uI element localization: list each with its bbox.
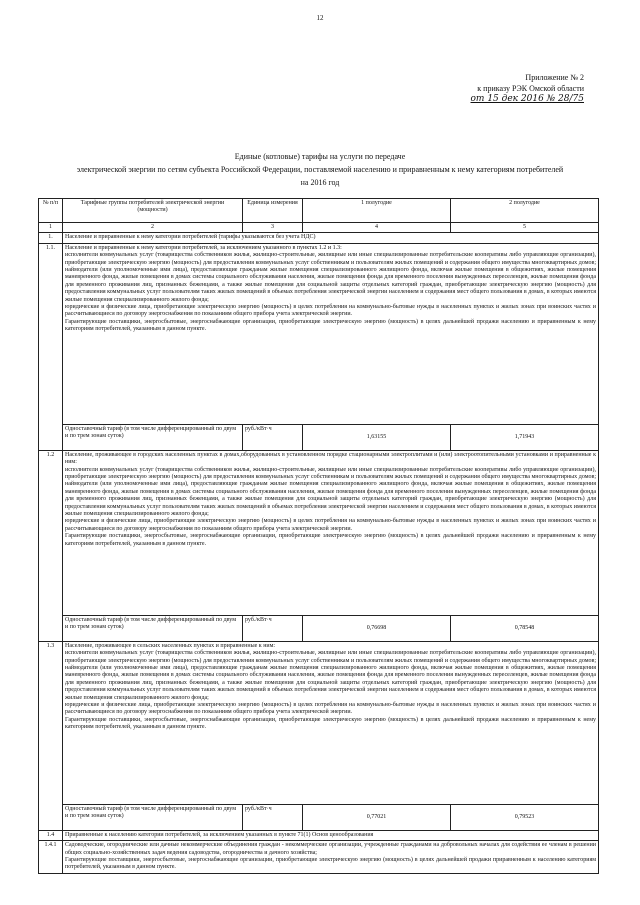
tariff-label: Одноставочный тариф (в том числе дифференцированный по двум и по трем зонам суток) [63, 804, 243, 830]
header-groups: Тарифные группы потребителей электрической энергии (мощности) [63, 199, 243, 223]
row-1-1 [39, 243, 599, 424]
header-row [39, 199, 599, 223]
row-description [63, 641, 599, 804]
header-unit: Единица измерения [243, 199, 303, 223]
tariff-table [38, 198, 599, 874]
tariff-unit: руб./кВт·ч [243, 804, 303, 830]
appendix-block [471, 72, 584, 105]
row-num: 1.4.1 [39, 841, 63, 874]
paragraph: исполнители коммунальных услуг (товарищества собственников жилья, жилищно-строительные, жилищные или иные специализированные потребительские кооперативы либо управляющие организации), приобретающие электрическую энергию (мощность) для предоставления коммунальных услуг собственникам и пользователям жилых помещений и содержания общего имущества многоквартирных домов; наймодатели (или уполномоченные ими лица), предоставляющие гражданам жилые помещения специализированного жилищного фонда, включая жилые помещения в общежитиях, жилые помещения маневренного фонда, жилые помещения в домах системы социального обслуживания населения, жилые помещения фонда для временного поселения вынужденных переселенцев, жилые помещения фонда для временного проживания лиц, признанных беженцами, а также жилые помещения для социальной защиты отдельных категорий граждан, приобретающие электрическую энергию (мощность) для предоставления коммунальных услуг пользователям таких жилых помещений в объемах потребления электрической энергии населением и содержания мест общего пользования в домах, в которых имеются жилые помещения специализированного жилого фонда; [65, 650, 596, 701]
row-num: 1.2 [39, 450, 63, 641]
index-cell: 3 [243, 223, 303, 233]
paragraph: Гарантирующие поставщики, энергосбытовые, энергоснабжающие организации, приобретающие электрическую энергию (мощность) в целях дальнейшей продажи населению и приравненным к нему категориям потребителей, указанным в данном пункте. [65, 716, 596, 731]
tariff-value-half-1: 1,63155 [303, 424, 451, 450]
tariff-unit: руб./кВт·ч [243, 424, 303, 450]
row-1-3 [39, 641, 599, 804]
document-title [24, 150, 616, 189]
tariff-row [39, 424, 599, 450]
row-description [63, 243, 599, 424]
appendix-date-handwritten: от 15 дек 2016 № 28/75 [470, 94, 584, 104]
paragraph: Население и приравненные к нему категории потребителей, за исключением указанного в пунктах 1.2 и 1.3: [65, 244, 342, 251]
row-num: 1.4 [39, 830, 63, 840]
title-line-3: на 2016 год [300, 178, 340, 187]
paragraph: Население, проживающее в городских населенных пунктах в домах,оборудованных в установленном порядке стационарными электроплитами и (или) электроотопительными установками и приравненные к ним: [65, 451, 596, 466]
row-num: 1.3 [39, 641, 63, 830]
row-1 [39, 233, 599, 243]
tariff-value-half-1: 0,77021 [303, 804, 451, 830]
tariff-unit: руб./кВт·ч [243, 615, 303, 641]
index-cell: 1 [39, 223, 63, 233]
row-description [63, 450, 599, 615]
row-text: Население и приравненные к нему категории потребителей (тарифы указываются без учета НДС) [63, 233, 599, 243]
header-half-2: 2 полугодие [451, 199, 599, 223]
appendix-line-2: к приказу РЭК Омской области [477, 84, 584, 93]
row-1-4 [39, 830, 599, 840]
row-text: Приравненные к населению категории потребителей, за исключением указанных в пункте 71(1) Основ ценообразования [63, 830, 599, 840]
tariff-row [39, 804, 599, 830]
row-1-4-1 [39, 841, 599, 874]
tariff-label: Одноставочный тариф (в том числе дифференцированный по двум и по трем зонам суток) [63, 615, 243, 641]
paragraph: Население, проживающее в сельских населенных пунктах и приравненные к ним: [65, 642, 276, 649]
paragraph: юридические и физические лица, приобретающие электрическую энергию (мощность) в целях потребления на коммунально-бытовые нужды в населенных пунктах и жилых зонах при воинских частях и рассчитывающиеся по договору энергоснабжения по показаниям общего прибора учета электрической энергии. [65, 518, 596, 532]
tariff-value-half-2: 0,79523 [451, 804, 599, 830]
paragraph: исполнители коммунальных услуг (товарищества собственников жилья, жилищно-строительные, жилищные или иные специализированные потребительские кооперативы либо управляющие организации), приобретающие электрическую энергию (мощность) для предоставления коммунальных услуг собственникам и пользователям жилых помещений и содержания общего имущества многоквартирных домов; наймодатели (или уполномоченные ими лица), предоставляющие гражданам жилые помещения специализированного жилищного фонда, включая жилые помещения в общежитиях, жилые помещения маневренного фонда, жилые помещения в домах системы социального обслуживания населения, жилые помещения фонда для временного поселения вынужденных переселенцев, жилые помещения фонда для временного проживания лиц, признанных беженцами, а также жилые помещения для социальной защиты отдельных категорий граждан, приобретающие электрическую энергию (мощность) для предоставления коммунальных услуг пользователям таких жилых помещений в объемах потребления электрической энергии населением и содержания мест общего пользования в домах, в которых имеются жилые помещения специализированного жилого фонда; [65, 252, 596, 303]
index-cell: 2 [63, 223, 243, 233]
index-cell: 5 [451, 223, 599, 233]
paragraph: Садоводческие, огороднические или дачные некоммерческие объединения граждан - некоммерческие организации, учрежденные гражданами на добровольных началах для содействия ее членам в решении общих социально-хозяйственных задач ведения садоводства, огородничества и дачного хозяйства; [65, 842, 596, 856]
row-description [63, 841, 599, 874]
tariff-label: Одноставочный тариф (в том числе дифференцированный по двум и по трем зонам суток) [63, 424, 243, 450]
paragraph: исполнители коммунальных услуг (товарищества собственников жилья, жилищно-строительные, жилищные или иные специализированные потребительские кооперативы либо управляющие организации), приобретающие электрическую энергию (мощность) для предоставления коммунальных услуг собственникам и пользователям жилых помещений и содержания общего имущества многоквартирных домов; наймодатели (или уполномоченные ими лица), предоставляющие гражданам жилые помещения специализированного жилищного фонда, включая жилые помещения в общежитиях, жилые помещения маневренного фонда, жилые помещения в домах системы социального обслуживания населения, жилые помещения фонда для временного поселения вынужденных переселенцев, жилые помещения фонда для временного проживания лиц, признанных беженцами, а также жилые помещения для социальной защиты отдельных категорий граждан, приобретающие электрическую энергию (мощность) для предоставления коммунальных услуг пользователям таких жилых помещений в объемах потребления электрической энергии населением и содержания мест общего пользования в домах, в которых имеются жилые помещения специализированного жилого фонда; [65, 466, 596, 518]
paragraph: юридические и физические лица, приобретающие электрическую энергию (мощность) в целях потребления на коммунально-бытовые нужды в населенных пунктах и жилых зонах при воинских частях и рассчитывающиеся по договору энергоснабжения по показаниям общего прибора учета электрической энергии. [65, 304, 596, 318]
row-1-2 [39, 450, 599, 615]
appendix-line-1: Приложение № 2 [525, 73, 584, 82]
paragraph: юридические и физические лица, приобретающие электрическую энергию (мощность) в целях потребления на коммунально-бытовые нужды в населенных пунктах и жилых зонах при воинских частях и рассчитывающиеся по договору энергоснабжения по показаниям общего прибора учета электрической энергии. [65, 702, 596, 716]
tariff-value-half-2: 1,71943 [451, 424, 599, 450]
tariff-row [39, 615, 599, 641]
index-cell: 4 [303, 223, 451, 233]
row-num: 1. [39, 233, 63, 243]
tariff-value-half-1: 0,76698 [303, 615, 451, 641]
paragraph: Гарантирующие поставщики, энергосбытовые, энергоснабжающие организации, приобретающие электрическую энергию (мощность) в целях дальнейшей продажи населению и приравненным к нему категориям потребителей, указанным в данном пункте. [65, 533, 596, 547]
paragraph: Гарантирующие поставщики, энергосбытовые, энергоснабжающие организации, приобретающие электрическую энергию (мощность) в целях дальнейшей продажи приравненным к населению категориям потребителей, указанным в данном пункте. [65, 857, 596, 871]
row-num: 1.1. [39, 243, 63, 450]
title-line-1: Единые (котловые) тарифы на услуги по передаче [234, 152, 406, 161]
page-number: 12 [316, 14, 324, 22]
header-num: № п/п [39, 199, 63, 223]
paragraph: Гарантирующие поставщики, энергосбытовые, энергоснабжающие организации, приобретающие электрическую энергию (мощность) в целях дальнейшей продажи населению и приравненным к нему категориям потребителей, указанным в данном пункте. [65, 318, 596, 333]
header-half-1: 1 полугодие [303, 199, 451, 223]
tariff-value-half-2: 0,78548 [451, 615, 599, 641]
index-row [39, 223, 599, 233]
title-line-2: электрической энергии по сетям субъекта Российской Федерации, поставляемой населению и приравненным к нему категориям потребителей [76, 165, 564, 174]
